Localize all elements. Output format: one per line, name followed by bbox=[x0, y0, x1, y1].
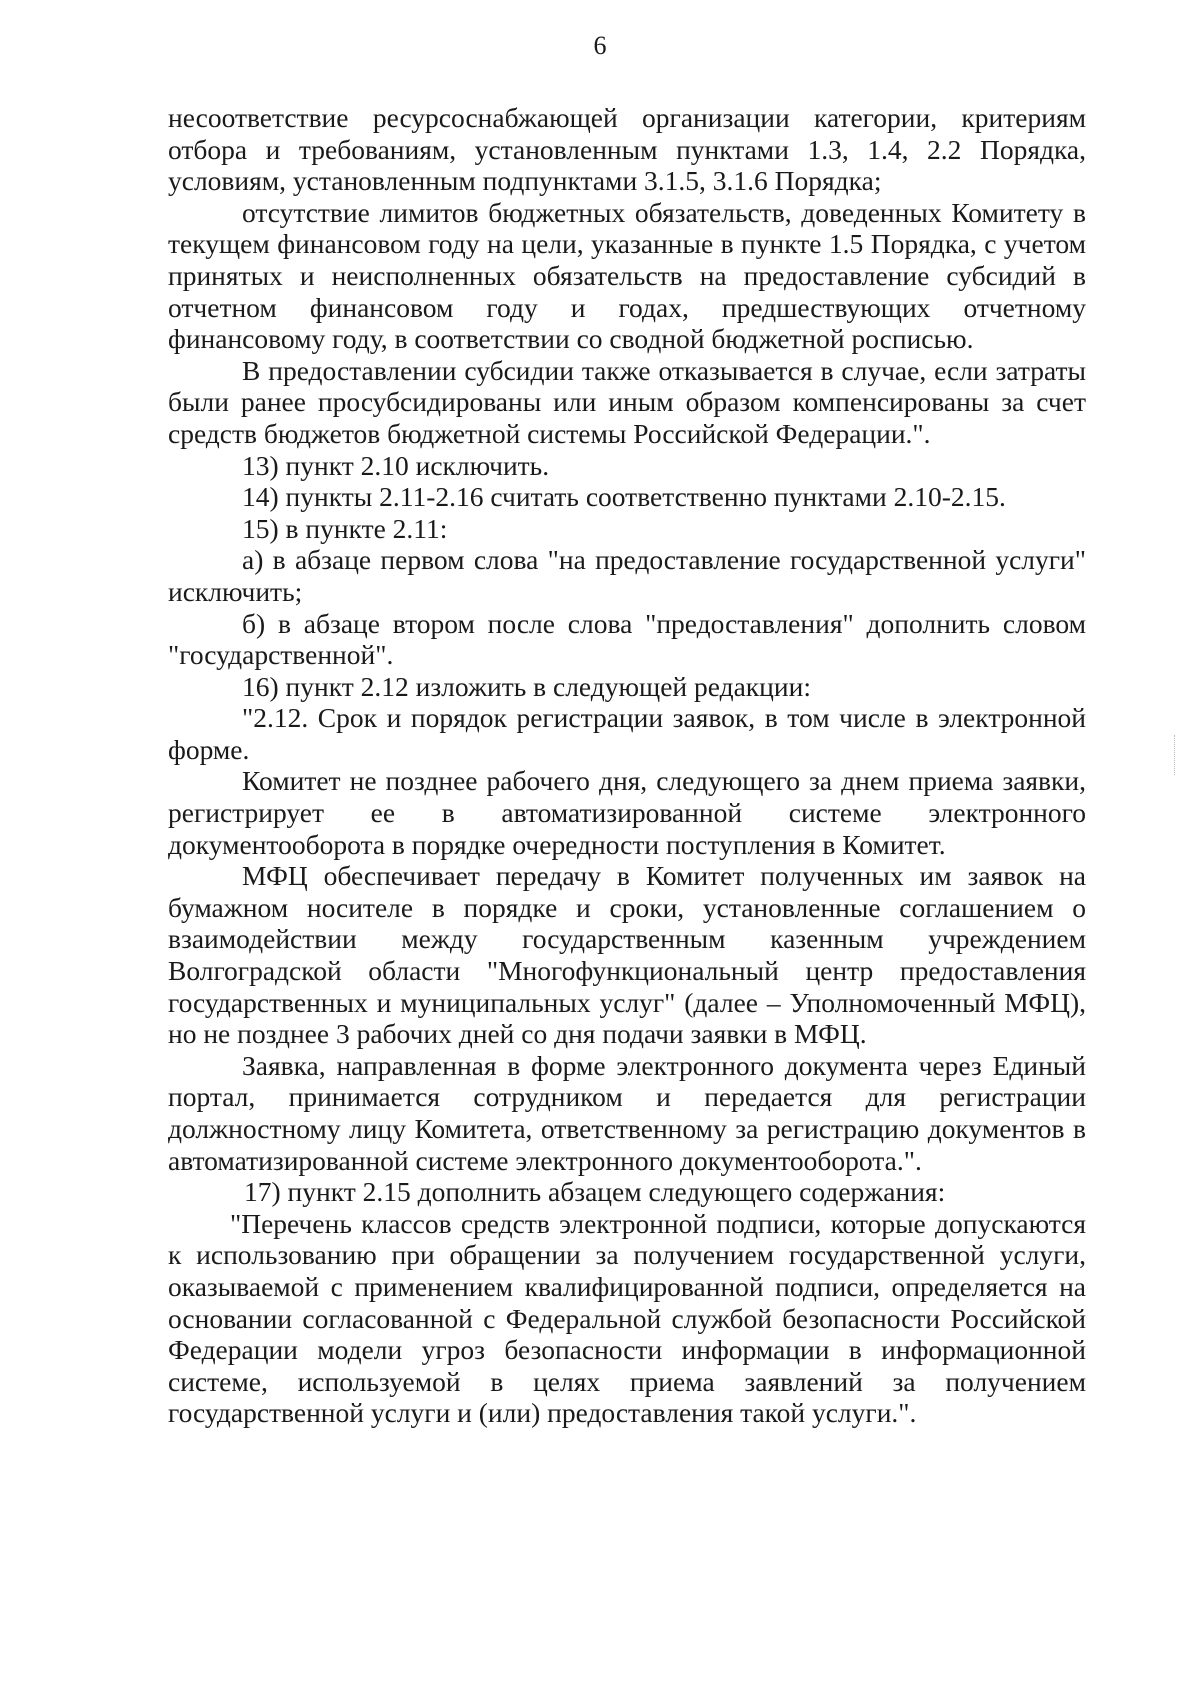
paragraph-electronic-application: Заявка, направленная в форме электронного документа через Единый портал, принимается сотрудником и передается для регистрации должностному лицу Комитета, ответственному за регистрацию документов в автоматизированной системе электронного документооборота.". bbox=[168, 1049, 1086, 1176]
scan-artifact-mark bbox=[1174, 735, 1177, 775]
paragraph-committee-registration: Комитет не позднее рабочего дня, следующего за днем приема заявки, регистрирует ее в автоматизированной системе электронного документооборота в порядке очередности поступления в Комитет. bbox=[168, 765, 1086, 860]
paragraph-item-14: 14) пункты 2.11-2.16 считать соответственно пунктами 2.10-2.15. bbox=[242, 481, 1006, 513]
paragraph-item-15b: б) в абзаце втором после слова "предоставления" дополнить словом "государственной". bbox=[168, 607, 1086, 671]
paragraph-item-2-12-heading: "2.12. Срок и порядок регистрации заявок, в том числе в электронной форме. bbox=[168, 702, 1086, 765]
paragraph-subsidy-refusal: В предоставлении субсидии также отказывается в случае, если затраты были ранее просубсидированы или иным образом компенсированы за счет средств бюджетов бюджетной системы Российской Федерации.". bbox=[168, 354, 1086, 449]
paragraph-item-15: 15) в пункте 2.11: bbox=[242, 512, 448, 544]
paragraph-item-15a: а) в абзаце первом слова "на предоставление государственной услуги" исключить; bbox=[168, 544, 1086, 607]
paragraph-item-16: 16) пункт 2.12 изложить в следующей редакции: bbox=[242, 670, 811, 702]
paragraph-budget-limits: отсутствие лимитов бюджетных обязательств, доведенных Комитету в текущем финансовом году на цели, указанные в пункте 1.5 Порядка, с учетом принятых и неисполненных обязательств на предоставление субсидий в отчетном финансовом году и годах, предшествующих отчетному финансовому году, в соответствии со сводной бюджетной росписью. bbox=[168, 196, 1086, 355]
paragraph-rejection-grounds: несоответствие ресурсоснабжающей организации категории, критериям отбора и требованиям, установленным пунктами 1.3, 1.4, 2.2 Порядка, условиям, установленным подпунктами 3.1.5, 3.1.6 Порядка; bbox=[168, 102, 1086, 197]
paragraph-signature-classes: "Перечень классов средств электронной подписи, которые допускаются к использованию при обращении за получением государственной услуги, оказываемой с применением квалифицированной подписи, определяется на основании согласованной с Федеральной службой безопасности Российской Федерации модели угроз безопасности информации в информационной системе, используемой в целях приема заявлений за получением государственной услуги и (или) предоставления такой услуги.". bbox=[168, 1207, 1086, 1429]
paragraph-item-17: 17) пункт 2.15 дополнить абзацем следующего содержания: bbox=[244, 1176, 946, 1208]
paragraph-mfc-transfer: МФЦ обеспечивает передачу в Комитет полученных им заявок на бумажном носителе в порядке и сроки, установленные соглашением о взаимодействии между государственным казенным учреждением Волгоградской области "Многофункциональный центр предоставления государственных и муниципальных услуг" (далее – Уполномоченный МФЦ), но не позднее 3 рабочих дней со дня подачи заявки в МФЦ. bbox=[168, 860, 1086, 1050]
page-number: 6 bbox=[593, 31, 607, 60]
paragraph-item-13: 13) пункт 2.10 исключить. bbox=[242, 449, 550, 481]
document-body bbox=[168, 102, 1086, 1429]
